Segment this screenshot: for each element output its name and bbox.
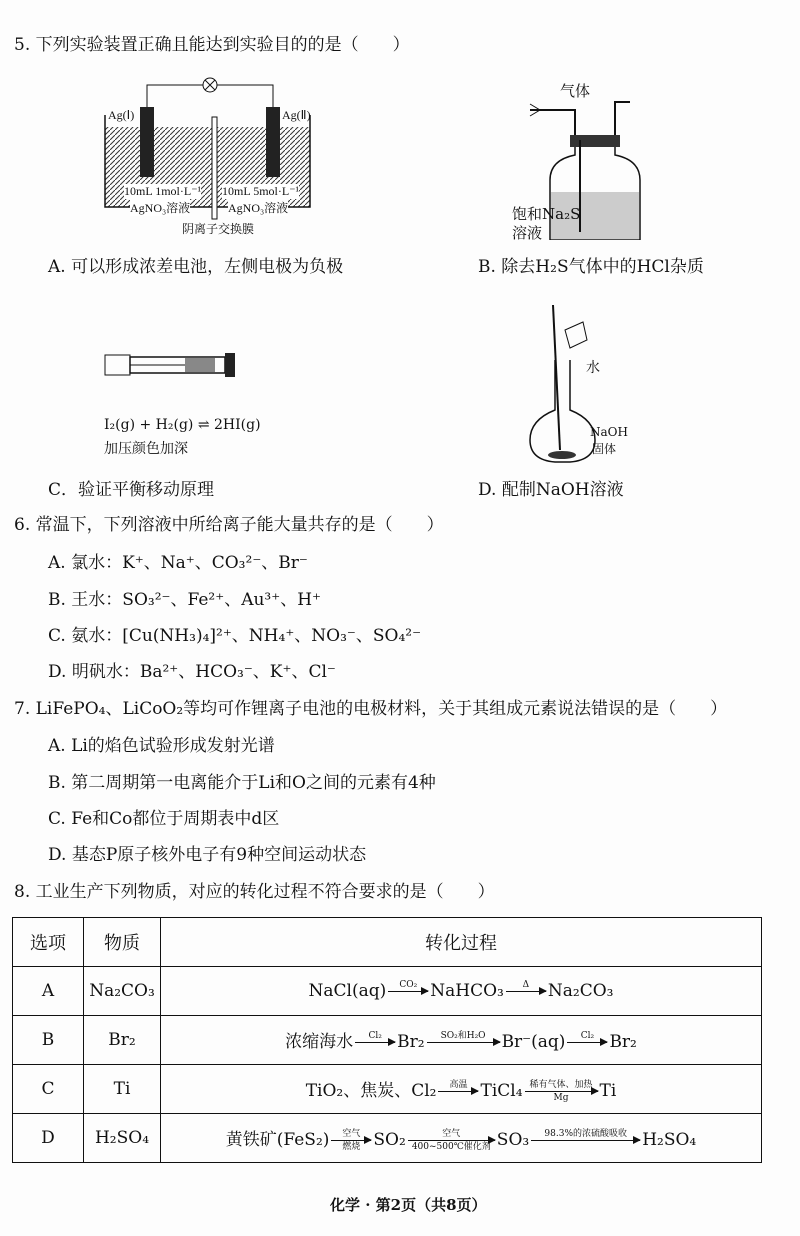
- header-process: 转化过程: [161, 918, 762, 967]
- row-option: C: [13, 1065, 84, 1114]
- equilibrium-equation: I₂(g) + H₂(g) ⇌ 2HI(g): [104, 417, 261, 433]
- process-species: Ti: [599, 1080, 617, 1101]
- row-process: [161, 1114, 762, 1163]
- process-species: Na₂CO₃: [547, 980, 614, 1001]
- process-species: 黄铁矿(FeS₂): [225, 1129, 330, 1150]
- q6-option-b: B. 王水：SO₃²⁻、Fe²⁺、Au³⁺、H⁺: [48, 590, 322, 610]
- process-species: SO₃: [496, 1129, 530, 1150]
- row-process: [161, 1016, 762, 1065]
- reaction-arrow: [525, 1080, 598, 1103]
- row-option: D: [13, 1114, 84, 1163]
- arrow-condition-bottom: Mg: [553, 1092, 569, 1103]
- reaction-arrow: [506, 980, 546, 1003]
- reaction-arrow: [427, 1031, 500, 1054]
- row-substance: H₂SO₄: [84, 1114, 161, 1163]
- electrode-label-right: Ag(Ⅱ): [282, 108, 311, 122]
- q7-option-b: B. 第二周期第一电离能介于Li和O之间的元素有4种: [48, 773, 436, 793]
- question-6-stem: 6. 常温下，下列溶液中所给离子能大量共存的是（ ）: [14, 515, 444, 535]
- electrode-label-left: Ag(Ⅰ): [108, 108, 135, 122]
- arrow-condition-top: Δ: [522, 979, 530, 990]
- membrane-label: 阴离子交换膜: [182, 222, 255, 236]
- q5-option-b: B. 除去H₂S气体中的HCl杂质: [478, 257, 704, 277]
- process-species: Br⁻(aq): [501, 1031, 566, 1052]
- header-substance: 物质: [84, 918, 161, 967]
- row-substance: Br₂: [84, 1016, 161, 1065]
- process-species: 浓缩海水: [285, 1031, 354, 1052]
- reaction-arrow: [438, 1080, 478, 1103]
- solution-right-name: AgNO₃溶液: [228, 201, 289, 215]
- q6-option-d: D. 明矾水：Ba²⁺、HCO₃⁻、K⁺、Cl⁻: [48, 662, 336, 682]
- arrow-condition-top: Cl₂: [368, 1030, 382, 1041]
- q5-option-a: A. 可以形成浓差电池，左侧电极为负极: [48, 257, 344, 277]
- q5-option-c: C．验证平衡移动原理: [48, 480, 215, 500]
- process-species: Br₂: [397, 1031, 425, 1052]
- process-species: TiCl₄: [480, 1080, 523, 1101]
- solution-right-conc: 10mL 5mol·L⁻¹: [222, 184, 300, 198]
- arrow-condition-top: 空气: [442, 1128, 461, 1139]
- process-species: H₂SO₄: [642, 1129, 697, 1150]
- page-footer: 化学 · 第2页（共8页）: [330, 1196, 487, 1214]
- reaction-arrow: [331, 1129, 371, 1152]
- reaction-arrow: [388, 980, 428, 1003]
- reaction-arrow: [531, 1129, 640, 1152]
- q6-option-c: C. 氨水：[Cu(NH₃)₄]²⁺、NH₄⁺、NO₃⁻、SO₄²⁻: [48, 626, 422, 646]
- q5-option-d: D. 配制NaOH溶液: [478, 480, 624, 500]
- row-substance: Na₂CO₃: [84, 967, 161, 1016]
- gas-label: 气体: [560, 82, 591, 100]
- solution-label: 饱和Na₂S: [512, 205, 581, 223]
- question-5-stem: 5. 下列实验装置正确且能达到实验目的的是（ ）: [14, 35, 410, 55]
- process-species: NaCl(aq): [308, 980, 387, 1001]
- q7-option-d: D. 基态P原子核外电子有9种空间运动状态: [48, 845, 367, 865]
- conversion-table: [12, 917, 762, 1163]
- arrow-condition-top: 高温: [449, 1079, 468, 1090]
- question-8-stem: 8. 工业生产下列物质，对应的转化过程不符合要求的是（ ）: [14, 882, 495, 902]
- table-row: [13, 967, 762, 1016]
- arrow-condition-top: CO₂: [399, 979, 418, 990]
- arrow-condition-top: 98.3%的浓硫酸吸收: [544, 1128, 627, 1139]
- process-species: Br₂: [609, 1031, 637, 1052]
- arrow-condition-bottom: 400~500℃催化剂: [411, 1141, 491, 1152]
- solid-label: NaOH: [590, 425, 628, 439]
- process-species: NaHCO₃: [430, 980, 504, 1001]
- q6-option-a: A. 氯水：K⁺、Na⁺、CO₃²⁻、Br⁻: [48, 553, 308, 573]
- water-label: 水: [586, 360, 600, 376]
- table-row: [13, 1114, 762, 1163]
- solution-left-conc: 10mL 1mol·L⁻¹: [124, 184, 202, 198]
- arrow-condition-bottom: 燃烧: [342, 1141, 361, 1152]
- solution-label-2: 溶液: [512, 224, 543, 242]
- syringe-diagram: [100, 345, 240, 385]
- process-species: SO₂: [373, 1129, 406, 1150]
- header-option: 选项: [13, 918, 84, 967]
- arrow-condition-top: 稀有气体、加热: [529, 1079, 593, 1090]
- table-header-row: [13, 918, 762, 967]
- q7-option-a: A. Li的焰色试验形成发射光谱: [48, 736, 275, 756]
- solution-left-name: AgNO₃溶液: [130, 201, 191, 215]
- process-species: TiO₂、焦炭、Cl₂: [305, 1080, 437, 1101]
- table-row: [13, 1016, 762, 1065]
- arrow-condition-top: SO₂和H₂O: [440, 1030, 486, 1041]
- reaction-arrow: [567, 1031, 607, 1054]
- q7-option-c: C. Fe和Co都位于周期表中d区: [48, 809, 280, 829]
- row-process: [161, 967, 762, 1016]
- question-7-stem: 7. LiFePO₄、LiCoO₂等均可作锂离子电池的电极材料，关于其组成元素说法错误的是（ ）: [14, 699, 728, 719]
- table-row: [13, 1065, 762, 1114]
- row-option: A: [13, 967, 84, 1016]
- reaction-arrow: [408, 1129, 495, 1152]
- equilibrium-note: 加压颜色加深: [104, 441, 188, 457]
- row-process: [161, 1065, 762, 1114]
- arrow-condition-top: Cl₂: [580, 1030, 595, 1041]
- row-option: B: [13, 1016, 84, 1065]
- row-substance: Ti: [84, 1065, 161, 1114]
- arrow-condition-top: 空气: [342, 1128, 361, 1139]
- solid-label-2: 固体: [592, 442, 617, 456]
- reaction-arrow: [355, 1031, 395, 1054]
